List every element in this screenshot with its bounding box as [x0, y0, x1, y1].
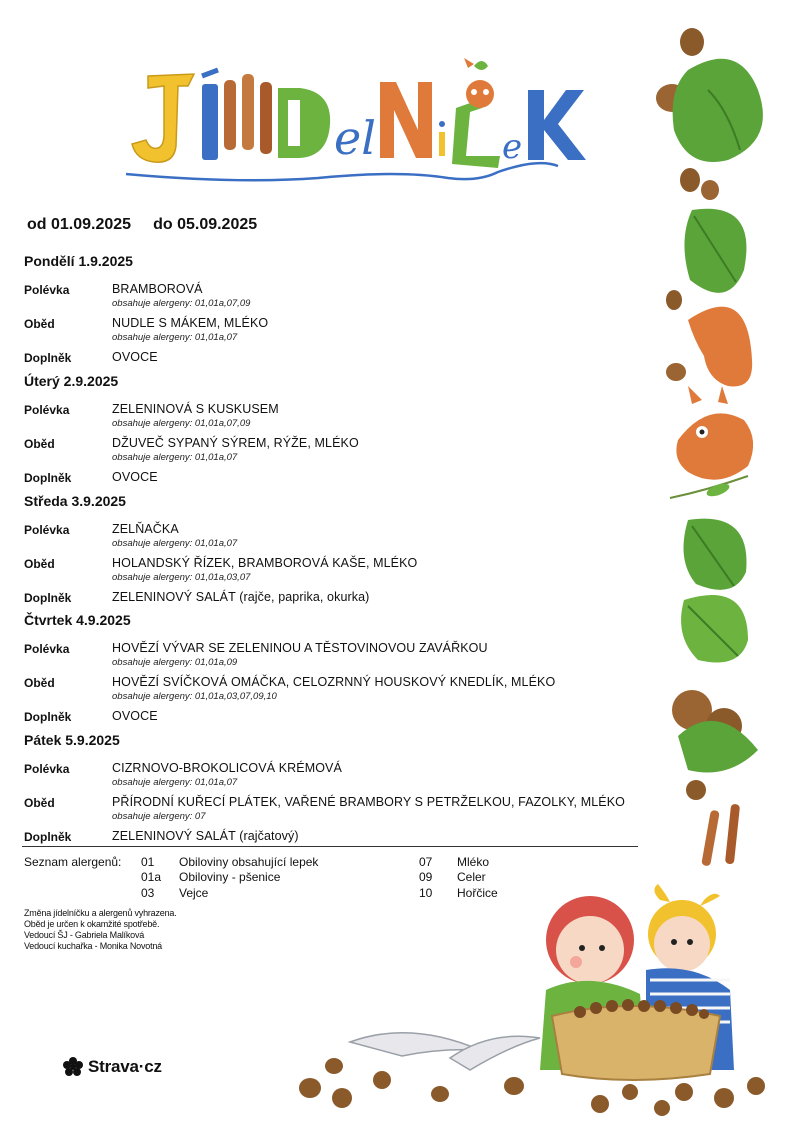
allergen-name: Obiloviny - pšenice: [179, 870, 281, 884]
course-allergens: obsahuje alergeny: 01,01a,09: [112, 657, 238, 668]
allergen-name: Celer: [457, 870, 486, 884]
course-label: Oběd: [24, 796, 55, 810]
strava-brand-text: Strava·cz: [88, 1057, 162, 1076]
course-dish: HOLANDSKÝ ŘÍZEK, BRAMBOROVÁ KAŠE, MLÉKO: [112, 556, 418, 570]
menu-period: [27, 216, 257, 234]
course-label: Doplněk: [24, 830, 72, 844]
allergen-name: Vejce: [179, 886, 209, 900]
note-line: Oběd je určen k okamžité spotřebě.: [24, 919, 160, 929]
course-dish: ZELENINOVÁ S KUSKUSEM: [112, 402, 279, 416]
course-label: Doplněk: [24, 591, 72, 605]
course-dish: ZELENINOVÝ SALÁT (rajče, paprika, okurka): [112, 590, 370, 604]
day-title: Úterý 2.9.2025: [24, 373, 119, 389]
course-dish: NUDLE S MÁKEM, MLÉKO: [112, 316, 269, 330]
course-label: Oběd: [24, 437, 55, 451]
decorative-children-illustration: [290, 870, 794, 1123]
course-label: Polévka: [24, 762, 70, 776]
course-label: Polévka: [24, 403, 70, 417]
period-from: od 01.09.2025: [27, 216, 132, 233]
course-allergens: obsahuje alergeny: 01,01a,07: [112, 452, 238, 463]
allergen-code: 10: [419, 886, 433, 900]
day-title: Pátek 5.9.2025: [24, 732, 120, 748]
course-dish: ZELENINOVÝ SALÁT (rajčatový): [112, 829, 299, 843]
course-allergens: obsahuje alergeny: 01,01a,07: [112, 777, 238, 788]
course-allergens: obsahuje alergeny: 01,01a,07,09: [112, 418, 251, 429]
course-label: Polévka: [24, 283, 70, 297]
course-allergens: obsahuje alergeny: 01,01a,07: [112, 332, 238, 343]
course-label: Doplněk: [24, 710, 72, 724]
svg-text:e: e: [502, 127, 523, 167]
course-label: Oběd: [24, 676, 55, 690]
course-dish: ZELŇAČKA: [112, 522, 179, 536]
course-label: Oběd: [24, 557, 55, 571]
course-label: Doplněk: [24, 351, 72, 365]
strava-logo: [62, 1054, 162, 1080]
course-dish: OVOCE: [112, 470, 158, 484]
course-label: Polévka: [24, 523, 70, 537]
note-line: Vedoucí ŠJ - Gabriela Malíková: [24, 930, 145, 940]
allergen-list-heading: Seznam alergenů:: [24, 855, 122, 869]
course-allergens: obsahuje alergeny: 01,01a,07: [112, 538, 238, 549]
allergen-name: Hořčice: [457, 886, 498, 900]
course-allergens: obsahuje alergeny: 01,01a,03,07: [112, 572, 251, 583]
course-label: Oběd: [24, 317, 55, 331]
course-dish: OVOCE: [112, 709, 158, 723]
allergen-code: 09: [419, 870, 433, 884]
course-allergens: obsahuje alergeny: 07: [112, 811, 206, 822]
course-dish: HOVĚZÍ VÝVAR SE ZELENINOU A TĚSTOVINOVOU ZAVÁŘKOU: [112, 641, 488, 655]
note-line: Vedoucí kuchařka - Monika Novotná: [24, 941, 162, 951]
course-dish: CIZRNOVO-BROKOLICOVÁ KRÉMOVÁ: [112, 761, 342, 775]
divider: [22, 846, 638, 847]
svg-text:el: el: [334, 111, 376, 165]
title-logo: [118, 50, 598, 190]
course-allergens: obsahuje alergeny: 01,01a,07,09: [112, 298, 251, 309]
allergen-code: 03: [141, 886, 155, 900]
day-title: Pondělí 1.9.2025: [24, 253, 133, 269]
strava-flower-icon: [62, 1056, 84, 1078]
allergen-name: Obiloviny obsahující lepek: [179, 855, 319, 869]
course-label: Polévka: [24, 642, 70, 656]
course-dish: PŘÍRODNÍ KUŘECÍ PLÁTEK, VAŘENÉ BRAMBORY S PETRŽELKOU, FAZOLKY, MLÉKO: [112, 795, 625, 809]
allergen-code: 01: [141, 855, 155, 869]
period-to: do 05.09.2025: [153, 216, 258, 233]
course-dish: HOVĚZÍ SVÍČKOVÁ OMÁČKA, CELOZRNNÝ HOUSKOVÝ KNEDLÍK, MLÉKO: [112, 675, 556, 689]
decorative-border-right: [648, 20, 794, 880]
allergen-code: 07: [419, 855, 433, 869]
course-label: Doplněk: [24, 471, 72, 485]
note-line: Změna jídelníčku a alergenů vyhrazena.: [24, 908, 177, 918]
course-dish: DŽUVEČ SYPANÝ SÝREM, RÝŽE, MLÉKO: [112, 436, 359, 450]
course-allergens: obsahuje alergeny: 01,01a,03,07,09,10: [112, 691, 277, 702]
day-title: Středa 3.9.2025: [24, 493, 126, 509]
allergen-name: Mléko: [457, 855, 490, 869]
course-dish: OVOCE: [112, 350, 158, 364]
day-title: Čtvrtek 4.9.2025: [24, 612, 131, 628]
allergen-code: 01a: [141, 870, 162, 884]
course-dish: BRAMBOROVÁ: [112, 282, 203, 296]
